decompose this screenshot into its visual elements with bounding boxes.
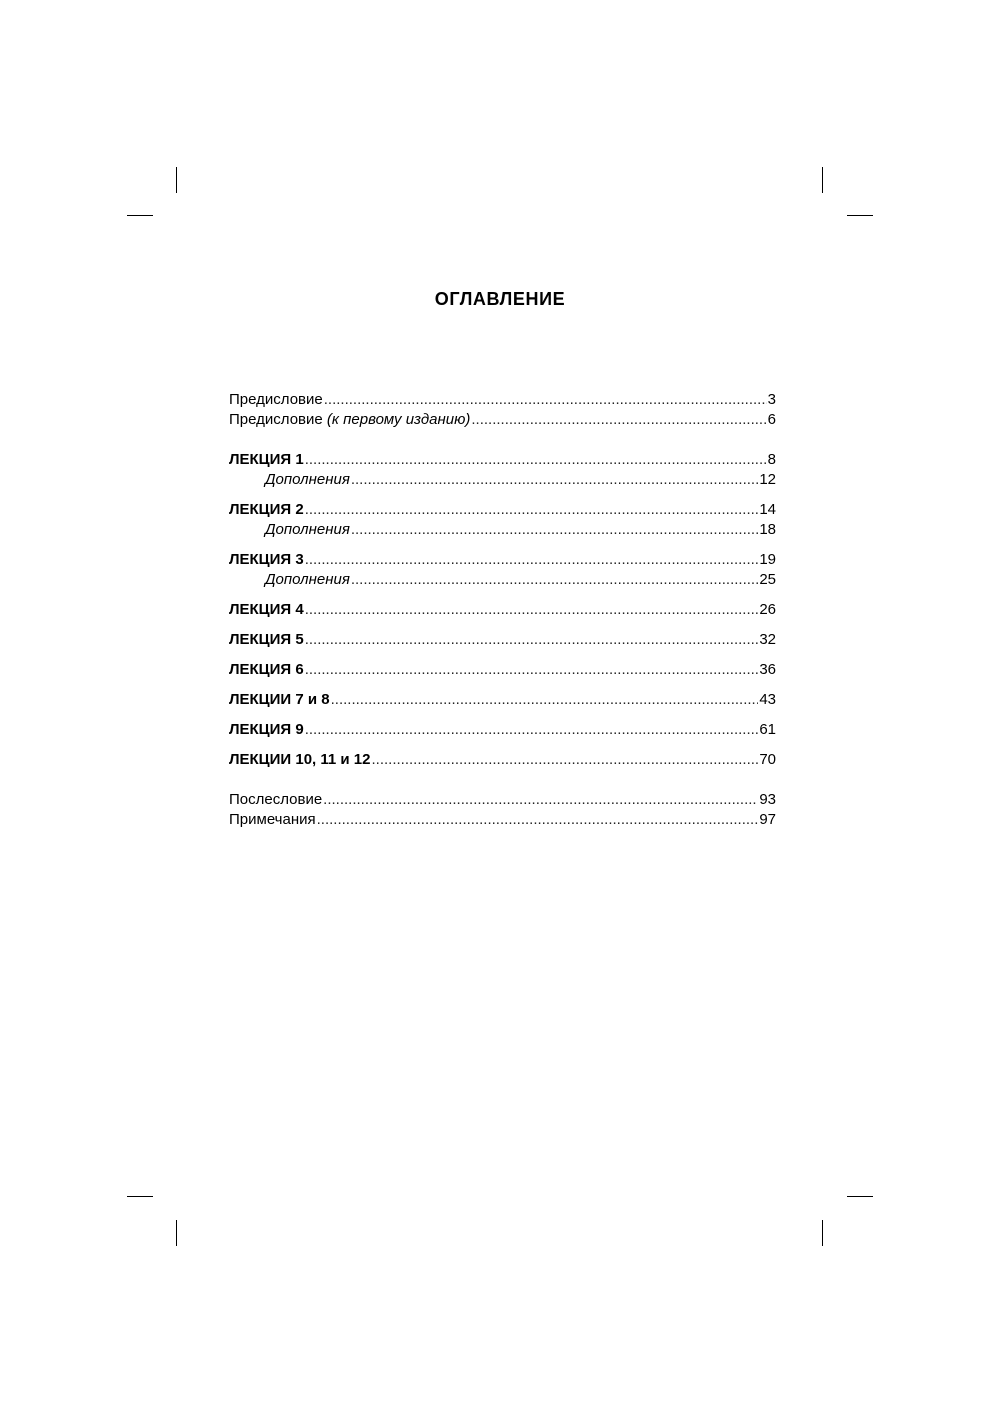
toc-entry-label: ЛЕКЦИЯ 3 xyxy=(229,551,304,568)
toc-entry-lecture-9[interactable] xyxy=(229,720,776,740)
toc-page-number: 3 xyxy=(767,391,776,408)
toc-page-number: 70 xyxy=(759,751,776,768)
toc-entry-afterword[interactable] xyxy=(229,790,776,810)
toc-entry-label: ЛЕКЦИЯ 4 xyxy=(229,601,304,618)
dot-leader xyxy=(372,750,759,770)
toc-entry-lecture-6[interactable] xyxy=(229,660,776,680)
toc-entry-label: ЛЕКЦИЯ 6 xyxy=(229,661,304,678)
toc-page-number: 32 xyxy=(759,631,776,648)
toc-entry-label: ЛЕКЦИЯ 9 xyxy=(229,721,304,738)
crop-mark-bottom-right-vertical xyxy=(822,1220,823,1246)
toc-entry-notes[interactable] xyxy=(229,810,776,830)
toc-entry-label: ЛЕКЦИЯ 5 xyxy=(229,631,304,648)
toc-page-number: 61 xyxy=(759,721,776,738)
dot-leader xyxy=(471,410,766,430)
toc-entry-lecture-3-supplements[interactable] xyxy=(229,570,776,590)
dot-leader xyxy=(305,660,759,680)
toc-entry-label: Предисловие (к первому изданию) xyxy=(229,411,471,428)
toc-entry-lecture-1-supplements[interactable] xyxy=(229,470,776,490)
toc-page-number: 6 xyxy=(767,411,776,428)
toc-entry-label: ЛЕКЦИЯ 1 xyxy=(229,451,304,468)
toc-entry-lecture-3[interactable] xyxy=(229,550,776,570)
toc-entry-lecture-1[interactable] xyxy=(229,450,776,470)
toc-page-number: 26 xyxy=(759,601,776,618)
toc-entry-label: Дополнения xyxy=(265,571,350,588)
dot-leader xyxy=(305,720,759,740)
toc-entry-label: Дополнения xyxy=(265,471,350,488)
toc-page-number: 18 xyxy=(759,521,776,538)
toc-entry-label: Послесловие xyxy=(229,791,323,808)
crop-mark-top-right-vertical xyxy=(822,167,823,193)
dot-leader xyxy=(351,570,758,590)
dot-leader xyxy=(305,550,759,570)
toc-entry-label-note: (к первому изданию) xyxy=(326,411,471,428)
page-title: ОГЛАВЛЕНИЕ xyxy=(434,289,566,309)
table-of-contents xyxy=(229,390,776,830)
toc-entry-preface-first-edition[interactable] xyxy=(229,410,776,430)
dot-leader xyxy=(305,600,759,620)
toc-entry-label: Примечания xyxy=(229,811,316,828)
toc-entry-lecture-5[interactable] xyxy=(229,630,776,650)
toc-entry-label: ЛЕКЦИЯ 2 xyxy=(229,501,304,518)
crop-mark-top-left-vertical xyxy=(176,167,177,193)
toc-entry-lectures-7-8[interactable] xyxy=(229,690,776,710)
toc-page-number: 36 xyxy=(759,661,776,678)
toc-page-number: 93 xyxy=(759,791,776,808)
crop-mark-top-left-horizontal xyxy=(127,215,153,216)
toc-page-number: 25 xyxy=(759,571,776,588)
toc-page-number: 97 xyxy=(759,811,776,828)
dot-leader xyxy=(305,500,759,520)
toc-page-number: 19 xyxy=(759,551,776,568)
dot-leader xyxy=(305,450,767,470)
toc-entry-lecture-2[interactable] xyxy=(229,500,776,520)
crop-mark-top-right-horizontal xyxy=(847,215,873,216)
toc-page-number: 12 xyxy=(759,471,776,488)
toc-page-number: 8 xyxy=(767,451,776,468)
dot-leader xyxy=(324,390,767,410)
toc-page-number: 14 xyxy=(759,501,776,518)
toc-entry-label: ЛЕКЦИИ 7 и 8 xyxy=(229,691,330,708)
crop-mark-bottom-left-horizontal xyxy=(127,1196,153,1197)
toc-page-number: 43 xyxy=(759,691,776,708)
dot-leader xyxy=(331,690,759,710)
toc-entry-label: Предисловие xyxy=(229,391,323,408)
crop-mark-bottom-right-horizontal xyxy=(847,1196,873,1197)
crop-mark-bottom-left-vertical xyxy=(176,1220,177,1246)
toc-entry-label: Дополнения xyxy=(265,521,350,538)
dot-leader xyxy=(351,520,758,540)
dot-leader xyxy=(305,630,759,650)
dot-leader xyxy=(317,810,759,830)
toc-entry-lecture-4[interactable] xyxy=(229,600,776,620)
dot-leader xyxy=(351,470,758,490)
toc-entry-lectures-10-11-12[interactable] xyxy=(229,750,776,770)
toc-entry-label: ЛЕКЦИИ 10, 11 и 12 xyxy=(229,751,371,768)
dot-leader xyxy=(323,790,758,810)
toc-entry-preface[interactable] xyxy=(229,390,776,410)
toc-entry-lecture-2-supplements[interactable] xyxy=(229,520,776,540)
